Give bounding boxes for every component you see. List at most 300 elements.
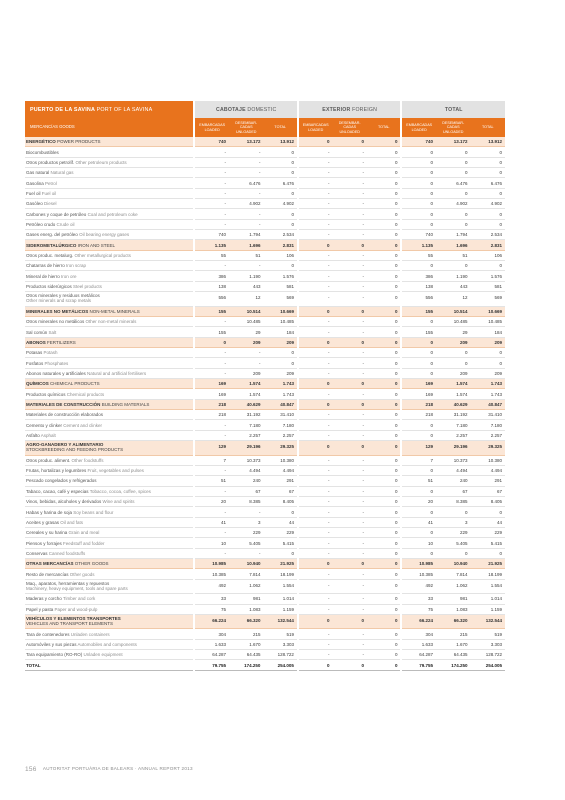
- goods-label: [25, 327, 194, 337]
- cell-total: 0: [367, 507, 402, 517]
- column-loaded: [194, 118, 229, 137]
- cell-loaded: 0: [401, 486, 436, 496]
- cell-unloaded: 0: [332, 441, 367, 456]
- cell-unloaded: 2.257: [436, 430, 471, 440]
- goods-label-en: Feedstuff and fodder: [63, 540, 105, 546]
- cell-total: 132.544: [263, 614, 298, 629]
- cell-loaded: 10.385: [194, 569, 229, 579]
- cell-total: 0: [367, 486, 402, 496]
- goods-label: [25, 178, 194, 188]
- column-total: TOTAL: [367, 118, 402, 137]
- goods-label-es: TOTAL: [26, 662, 41, 668]
- column-goods-en: GOODS: [59, 124, 75, 130]
- goods-label-en: POWER PRODUCTS: [57, 139, 101, 145]
- cell-total: 0: [367, 358, 402, 368]
- cell-unloaded: -: [332, 486, 367, 496]
- goods-label: [25, 240, 194, 250]
- cell-loaded: -: [298, 650, 333, 660]
- goods-label-en: Petrol: [45, 180, 57, 186]
- group-exterior: [298, 101, 402, 118]
- goods-label-es: SIDEROMETALÚRGICO: [26, 242, 77, 248]
- cell-unloaded: 7.814: [229, 569, 264, 579]
- column-unloaded-text: DESEMBAR-: [338, 121, 361, 126]
- table-row: [25, 250, 505, 260]
- cell-loaded: -: [298, 292, 333, 307]
- goods-label-en: Grain and meal: [68, 530, 100, 536]
- cell-unloaded: 1.670: [436, 639, 471, 649]
- goods-label-es: ENERGÉTICO: [26, 139, 56, 145]
- cell-unloaded: -: [332, 368, 367, 378]
- category-row: [25, 399, 505, 409]
- goods-label-en: STOCKBREEDING AND FEEDING PRODUCTS: [26, 446, 124, 452]
- cell-total: 209: [470, 337, 505, 347]
- goods-label-en: Soy beans and flour: [73, 509, 114, 515]
- column-unloaded: [229, 118, 264, 137]
- goods-label-en: BUILDING MATERIALS: [101, 401, 150, 407]
- cell-unloaded: -: [229, 188, 264, 198]
- cell-unloaded: -: [332, 271, 367, 281]
- goods-label-es: MATERIALES DE CONSTRUCCIÓN: [26, 401, 101, 407]
- cell-unloaded: 5.405: [436, 538, 471, 548]
- cell-total: 0: [367, 614, 402, 629]
- cell-total: 21.925: [470, 559, 505, 569]
- cell-total: 4.494: [470, 465, 505, 475]
- goods-label: [25, 650, 194, 660]
- goods-label-es: Biocombustibles: [26, 149, 59, 155]
- table-row: [25, 629, 505, 639]
- column-unloaded: [332, 118, 367, 137]
- cell-loaded: -: [298, 420, 333, 430]
- cell-total: 106: [470, 250, 505, 260]
- goods-label: [25, 219, 194, 229]
- cell-loaded: -: [298, 410, 333, 420]
- goods-label-es: Otros minerales y residuos metálicos: [26, 293, 100, 298]
- cell-unloaded: 3: [229, 517, 264, 527]
- goods-label: [25, 410, 194, 420]
- cell-loaded: 0: [401, 168, 436, 178]
- cell-unloaded: 1.574: [436, 379, 471, 389]
- cell-unloaded: -: [332, 261, 367, 271]
- cell-unloaded: 0: [436, 261, 471, 271]
- cell-loaded: 155: [194, 327, 229, 337]
- goods-label: [25, 137, 194, 147]
- cell-loaded: 0: [401, 188, 436, 198]
- cell-unloaded: 209: [229, 368, 264, 378]
- page-footer: [25, 766, 193, 773]
- goods-label: [25, 548, 194, 558]
- goods-label-es: Cereales y su harina: [26, 530, 68, 536]
- cell-unloaded: -: [332, 430, 367, 440]
- cell-loaded: 10: [194, 538, 229, 548]
- cell-unloaded: 40.629: [436, 399, 471, 409]
- cell-total: 0: [367, 292, 402, 307]
- goods-label-en: Canned foodstuffs: [48, 550, 86, 556]
- cell-unloaded: 31.192: [229, 410, 264, 420]
- table-row: [25, 579, 505, 594]
- cell-unloaded: 12: [436, 292, 471, 307]
- cell-loaded: 0: [401, 147, 436, 157]
- cell-loaded: 55: [194, 250, 229, 260]
- cell-loaded: -: [298, 569, 333, 579]
- cell-unloaded: -: [229, 168, 264, 178]
- page-number: 156: [25, 766, 37, 773]
- cell-total: 44: [263, 517, 298, 527]
- cell-loaded: 169: [401, 389, 436, 399]
- goods-label: [25, 292, 194, 307]
- goods-label-en: Tobacco, cocoa, coffee, spices: [89, 488, 151, 494]
- table-row: [25, 389, 505, 399]
- cell-loaded: 740: [194, 230, 229, 240]
- goods-label-es: Productos siderúrgicos: [26, 283, 72, 289]
- cell-loaded: 75: [194, 604, 229, 614]
- goods-label: [25, 157, 194, 167]
- cell-loaded: -: [194, 317, 229, 327]
- cell-unloaded: 0: [332, 306, 367, 316]
- table-row: [25, 604, 505, 614]
- category-row: [25, 337, 505, 347]
- cell-total: 0: [367, 517, 402, 527]
- cell-loaded: 0: [401, 209, 436, 219]
- cell-unloaded: 981: [436, 594, 471, 604]
- cell-total: 1.159: [470, 604, 505, 614]
- cell-total: 3.303: [470, 639, 505, 649]
- goods-label: [25, 368, 194, 378]
- port-title-en: PORT OF LA SAVINA: [96, 106, 153, 113]
- cell-total: 229: [470, 528, 505, 538]
- goods-label: [25, 281, 194, 291]
- column-unloaded-text: UNLOADED: [339, 129, 360, 134]
- cell-total: 0: [367, 137, 402, 147]
- goods-label-en: NON-METAL MINERALS: [89, 308, 140, 314]
- cell-loaded: 0: [401, 430, 436, 440]
- cell-loaded: -: [298, 528, 333, 538]
- cell-total: 128.722: [470, 650, 505, 660]
- goods-label: [25, 250, 194, 260]
- cell-total: 4.902: [263, 199, 298, 209]
- goods-label-en: Iron ore: [61, 273, 77, 279]
- cell-unloaded: 1.190: [436, 271, 471, 281]
- goods-label-en: Natural gas: [50, 170, 74, 176]
- goods-label: [25, 465, 194, 475]
- cell-total: 2.257: [470, 430, 505, 440]
- cell-unloaded: 4.902: [436, 199, 471, 209]
- cell-loaded: 79.755: [401, 660, 436, 671]
- goods-label: [25, 639, 194, 649]
- cell-loaded: -: [194, 465, 229, 475]
- cell-total: 569: [470, 292, 505, 307]
- goods-label-en: Other metallurgical products: [74, 252, 131, 258]
- goods-label-es: Abonos naturales y artificiales: [26, 370, 86, 376]
- cell-loaded: -: [298, 594, 333, 604]
- cell-loaded: 66.224: [401, 614, 436, 629]
- cell-total: 0: [367, 476, 402, 486]
- cell-loaded: 155: [194, 306, 229, 316]
- cell-total: 581: [263, 281, 298, 291]
- cell-unloaded: 0: [436, 188, 471, 198]
- cell-loaded: 0: [401, 358, 436, 368]
- cell-unloaded: 240: [436, 476, 471, 486]
- cell-loaded: 386: [194, 271, 229, 281]
- cell-unloaded: 0: [332, 660, 367, 671]
- cell-unloaded: -: [332, 209, 367, 219]
- cell-loaded: 0: [298, 306, 333, 316]
- goods-label-en: CHEMICAL PRODUCTS: [50, 381, 100, 387]
- cell-unloaded: 0: [436, 348, 471, 358]
- cell-total: 2.534: [263, 230, 298, 240]
- goods-label-es: Petróleo crudo: [26, 221, 56, 227]
- cell-total: 0: [367, 639, 402, 649]
- table-row: [25, 430, 505, 440]
- cell-unloaded: 229: [436, 528, 471, 538]
- column-header-row: [25, 118, 505, 137]
- cell-unloaded: -: [332, 348, 367, 358]
- cell-loaded: 492: [401, 579, 436, 594]
- cell-total: 0: [367, 594, 402, 604]
- cell-loaded: 10: [401, 538, 436, 548]
- cell-unloaded: 0: [332, 559, 367, 569]
- cell-loaded: -: [298, 389, 333, 399]
- goods-label: [25, 528, 194, 538]
- cell-unloaded: -: [332, 230, 367, 240]
- cell-unloaded: 8.385: [436, 497, 471, 507]
- table-row: [25, 209, 505, 219]
- cell-loaded: 0: [401, 507, 436, 517]
- group-exterior-en: FOREIGN: [352, 106, 378, 113]
- cell-loaded: 51: [194, 476, 229, 486]
- cell-loaded: -: [194, 219, 229, 229]
- cell-loaded: -: [194, 209, 229, 219]
- cell-loaded: -: [194, 348, 229, 358]
- traffic-table-section: [25, 101, 505, 671]
- goods-label-en: Other goods: [69, 571, 95, 577]
- category-row: [25, 559, 505, 569]
- cell-total: 0: [263, 147, 298, 157]
- cell-total: 0: [470, 157, 505, 167]
- cell-unloaded: 10.940: [229, 559, 264, 569]
- goods-label-en: Other foodstuffs: [71, 457, 104, 463]
- goods-label: [25, 594, 194, 604]
- category-row: [25, 379, 505, 389]
- table-row: [25, 199, 505, 209]
- cell-unloaded: 0: [332, 614, 367, 629]
- cell-loaded: -: [298, 476, 333, 486]
- cell-unloaded: 0: [436, 209, 471, 219]
- cell-unloaded: 66.320: [229, 614, 264, 629]
- goods-label: [25, 455, 194, 465]
- cell-loaded: -: [298, 209, 333, 219]
- cell-unloaded: 29.196: [229, 441, 264, 456]
- footer-org: AUTORITAT PORTUÀRIA DE BALEARS: [42, 766, 134, 771]
- goods-label: [25, 486, 194, 496]
- cell-total: 0: [263, 157, 298, 167]
- cell-loaded: 1.135: [401, 240, 436, 250]
- cell-total: 0: [367, 250, 402, 260]
- cell-loaded: -: [194, 157, 229, 167]
- cell-total: 0: [367, 327, 402, 337]
- cell-total: 7.180: [470, 420, 505, 430]
- goods-label-es: AGRO-GANADERO Y ALIMENTARIO: [26, 441, 104, 447]
- column-goods-es: MERCANCÍAS: [30, 124, 58, 130]
- goods-label-en: Machinery, heavy equipment, tools and spare parts: [26, 585, 128, 591]
- cell-total: 1.554: [470, 579, 505, 594]
- table-row: [25, 358, 505, 368]
- cell-total: 1.554: [263, 579, 298, 594]
- cell-unloaded: 1.670: [229, 639, 264, 649]
- cell-total: 0: [367, 548, 402, 558]
- cell-loaded: 169: [194, 379, 229, 389]
- goods-label: [25, 168, 194, 178]
- cell-loaded: -: [298, 507, 333, 517]
- cell-unloaded: 1.696: [436, 240, 471, 250]
- goods-label-es: Vinos, bebidas, alcoholes y derivados: [26, 499, 102, 505]
- cell-total: 0: [367, 389, 402, 399]
- cell-total: 21.925: [263, 559, 298, 569]
- cell-total: 0: [367, 430, 402, 440]
- cell-unloaded: 31.192: [436, 410, 471, 420]
- goods-label-es: Pescado congelados y refrigerados: [26, 478, 97, 484]
- group-total: [401, 101, 505, 118]
- cell-unloaded: 51: [229, 250, 264, 260]
- goods-label-en: Cement and clinker: [63, 422, 103, 428]
- cell-loaded: -: [194, 188, 229, 198]
- cell-loaded: -: [298, 168, 333, 178]
- cell-unloaded: -: [229, 219, 264, 229]
- cell-unloaded: 209: [436, 337, 471, 347]
- cell-unloaded: 174.250: [229, 660, 264, 671]
- cell-loaded: 0: [298, 441, 333, 456]
- cell-loaded: 218: [194, 399, 229, 409]
- column-unloaded: [436, 118, 471, 137]
- cell-total: 7.180: [263, 420, 298, 430]
- group-total-label: TOTAL: [444, 106, 463, 113]
- cell-loaded: -: [194, 430, 229, 440]
- cell-unloaded: 1.574: [436, 389, 471, 399]
- category-row: [25, 614, 505, 629]
- cell-unloaded: -: [332, 420, 367, 430]
- group-header-row: [25, 101, 505, 118]
- cell-unloaded: -: [332, 517, 367, 527]
- cell-loaded: -: [298, 548, 333, 558]
- cell-unloaded: 6.476: [436, 178, 471, 188]
- cell-loaded: -: [194, 199, 229, 209]
- cell-total: 2.831: [470, 240, 505, 250]
- goods-label-es: Cemento y clinker: [26, 422, 63, 428]
- cell-total: 0: [367, 147, 402, 157]
- table-row: [25, 420, 505, 430]
- cell-unloaded: 1.574: [229, 389, 264, 399]
- goods-label-en: Timber and cork: [62, 596, 96, 602]
- cell-unloaded: 10.373: [229, 455, 264, 465]
- goods-label-en: Steel products: [73, 283, 102, 289]
- cell-total: 10.669: [470, 306, 505, 316]
- cell-total: 40.847: [470, 399, 505, 409]
- goods-label: [25, 348, 194, 358]
- cell-loaded: 33: [194, 594, 229, 604]
- cell-total: 0: [367, 209, 402, 219]
- goods-label-en: IRON AND STEEL: [77, 242, 115, 248]
- cell-loaded: -: [298, 517, 333, 527]
- cell-unloaded: -: [332, 168, 367, 178]
- cell-unloaded: -: [332, 219, 367, 229]
- cell-unloaded: 10.514: [436, 306, 471, 316]
- cell-unloaded: 10.485: [436, 317, 471, 327]
- cell-total: 2.534: [470, 230, 505, 240]
- cell-total: 3.303: [263, 639, 298, 649]
- cell-total: 0: [367, 420, 402, 430]
- cell-total: 519: [263, 629, 298, 639]
- goods-label: [25, 507, 194, 517]
- cell-total: 0: [367, 650, 402, 660]
- cell-loaded: 41: [401, 517, 436, 527]
- cell-total: 67: [470, 486, 505, 496]
- cell-unloaded: -: [229, 348, 264, 358]
- goods-label: [25, 389, 194, 399]
- cell-loaded: 0: [401, 219, 436, 229]
- cell-loaded: -: [298, 368, 333, 378]
- cell-unloaded: 67: [436, 486, 471, 496]
- cell-unloaded: 1.062: [229, 579, 264, 594]
- cell-loaded: -: [298, 271, 333, 281]
- footer-separator: ·: [134, 766, 137, 771]
- cell-unloaded: -: [332, 629, 367, 639]
- cell-total: 291: [263, 476, 298, 486]
- cell-total: 0: [367, 455, 402, 465]
- table-row: [25, 548, 505, 558]
- cell-loaded: -: [298, 261, 333, 271]
- cell-total: 0: [367, 368, 402, 378]
- cell-loaded: 304: [401, 629, 436, 639]
- cell-unloaded: -: [332, 569, 367, 579]
- cell-total: 229: [263, 528, 298, 538]
- goods-label-en: Coal and petroleum coke: [87, 211, 138, 217]
- cell-total: 44: [470, 517, 505, 527]
- goods-label-es: Carbones y coque de petróleo: [26, 211, 87, 217]
- cell-loaded: 129: [194, 441, 229, 456]
- goods-label-en: Fuel oil: [41, 190, 57, 196]
- goods-label-es: Gases energ. del petróleo: [26, 232, 78, 238]
- cell-total: 569: [263, 292, 298, 307]
- cell-total: 254.005: [470, 660, 505, 671]
- cell-loaded: -: [298, 430, 333, 440]
- goods-label: [25, 317, 194, 327]
- column-loaded-text: EMBARCADAS: [406, 123, 433, 128]
- cell-unloaded: 1.794: [229, 230, 264, 240]
- cell-loaded: -: [298, 317, 333, 327]
- cell-total: 13.912: [263, 137, 298, 147]
- cell-unloaded: 443: [436, 281, 471, 291]
- cell-unloaded: -: [332, 639, 367, 649]
- cell-unloaded: -: [332, 178, 367, 188]
- cell-total: 29.325: [470, 441, 505, 456]
- cell-unloaded: 40.629: [229, 399, 264, 409]
- cell-loaded: -: [298, 358, 333, 368]
- cell-loaded: 20: [194, 497, 229, 507]
- cell-total: 0: [263, 188, 298, 198]
- cell-loaded: -: [194, 168, 229, 178]
- cell-loaded: -: [194, 528, 229, 538]
- cell-unloaded: -: [332, 604, 367, 614]
- goods-label-es: Otros productos petrolíf.: [26, 159, 75, 165]
- cell-total: 0: [367, 660, 402, 671]
- goods-label: [25, 261, 194, 271]
- cell-total: 2.257: [263, 430, 298, 440]
- table-body: [25, 137, 505, 671]
- goods-label-es: Gasolina: [26, 180, 44, 186]
- cell-loaded: 0: [401, 199, 436, 209]
- cell-unloaded: 13.172: [229, 137, 264, 147]
- table-row: [25, 147, 505, 157]
- cell-total: 2.831: [263, 240, 298, 250]
